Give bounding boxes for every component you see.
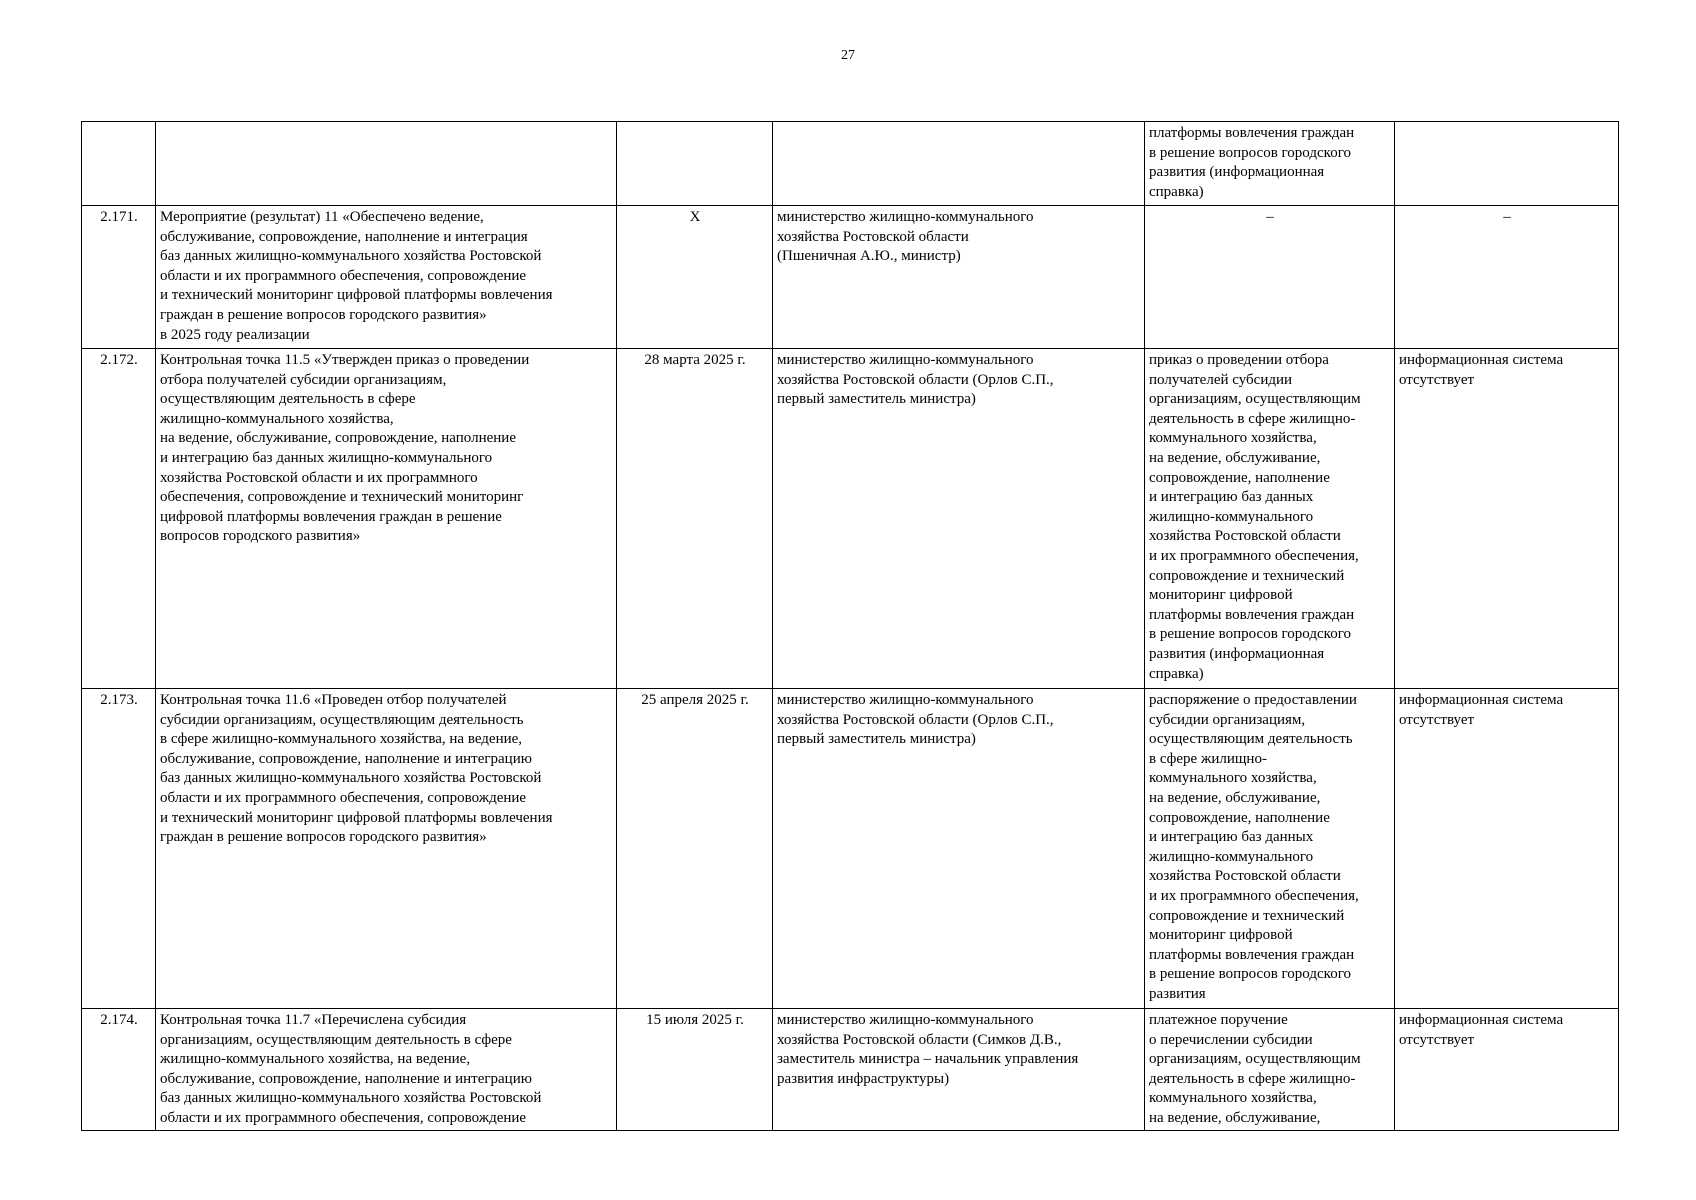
row-number: 2.171. bbox=[82, 206, 156, 349]
information-system bbox=[1395, 122, 1619, 206]
information-system: информационная система отсутствует bbox=[1395, 1009, 1619, 1131]
event-name: Контрольная точка 11.5 «Утвержден приказ о проведении отбора получателей субсидии организациям, осуществляющим деятельность в сфере жилищно-коммунального хозяйства, на ведение, обслуживание, сопровождение, наполнение и интеграцию баз данных жилищно-коммунального хозяйства Ростовской области и их программного обеспечения, сопровождение и технический мониторинг цифровой платформы вовлечения граждан в решение вопросов городского развития» bbox=[156, 349, 617, 689]
document-type: платежное поручение о перечислении субсидии организациям, осуществляющим деятельность в сфере жилищно- коммунального хозяйства, на ведение, обслуживание, bbox=[1145, 1009, 1395, 1131]
row-number: 2.174. bbox=[82, 1009, 156, 1131]
table-row bbox=[82, 122, 1619, 206]
deadline-date: Х bbox=[617, 206, 773, 349]
deadline-date: 28 марта 2025 г. bbox=[617, 349, 773, 689]
table-row bbox=[82, 206, 1619, 349]
deadline-date: 15 июля 2025 г. bbox=[617, 1009, 773, 1131]
row-number: 2.173. bbox=[82, 689, 156, 1009]
responsible-executor: министерство жилищно-коммунального хозяйства Ростовской области (Орлов С.П., первый заместитель министра) bbox=[773, 349, 1145, 689]
responsible-executor: министерство жилищно-коммунального хозяйства Ростовской области (Симков Д.В., заместитель министра – начальник управления развития инфраструктуры) bbox=[773, 1009, 1145, 1131]
table-row bbox=[82, 689, 1619, 1009]
information-system: информационная система отсутствует bbox=[1395, 689, 1619, 1009]
event-name: Мероприятие (результат) 11 «Обеспечено ведение, обслуживание, сопровождение, наполнение и интеграция баз данных жилищно-коммунального хозяйства Ростовской области и их программного обеспечения, сопровождение и технический мониторинг цифровой платформы вовлечения граждан в решение вопросов городского развития» в 2025 году реализации bbox=[156, 206, 617, 349]
row-number: 2.172. bbox=[82, 349, 156, 689]
information-system: – bbox=[1395, 206, 1619, 349]
event-name bbox=[156, 122, 617, 206]
deadline-date bbox=[617, 122, 773, 206]
document-type: приказ о проведении отбора получателей субсидии организациям, осуществляющим деятельность в сфере жилищно- коммунального хозяйства, на ведение, обслуживание, сопровождение, наполнение и интеграцию баз данных жилищно-коммунального хозяйства Ростовской области и их программного обеспечения, сопровождение и технический мониторинг цифровой платформы вовлечения граждан в решение вопросов городского развития (информационная справка) bbox=[1145, 349, 1395, 689]
responsible-executor: министерство жилищно-коммунального хозяйства Ростовской области (Орлов С.П., первый заместитель министра) bbox=[773, 689, 1145, 1009]
responsible-executor bbox=[773, 122, 1145, 206]
document-type: платформы вовлечения граждан в решение вопросов городского развития (информационная справка) bbox=[1145, 122, 1395, 206]
plan-table bbox=[81, 121, 1619, 1131]
row-number bbox=[82, 122, 156, 206]
page-number: 27 bbox=[841, 48, 855, 63]
table-row bbox=[82, 349, 1619, 689]
information-system: информационная система отсутствует bbox=[1395, 349, 1619, 689]
table-row bbox=[82, 1009, 1619, 1131]
event-name: Контрольная точка 11.7 «Перечислена субсидия организациям, осуществляющим деятельность в сфере жилищно-коммунального хозяйства, на ведение, обслуживание, сопровождение, наполнение и интеграцию баз данных жилищно-коммунального хозяйства Ростовской области и их программного обеспечения, сопровождение bbox=[156, 1009, 617, 1131]
responsible-executor: министерство жилищно-коммунального хозяйства Ростовской области (Пшеничная А.Ю., министр) bbox=[773, 206, 1145, 349]
deadline-date: 25 апреля 2025 г. bbox=[617, 689, 773, 1009]
event-name: Контрольная точка 11.6 «Проведен отбор получателей субсидии организациям, осуществляющим деятельность в сфере жилищно-коммунального хозяйства, на ведение, обслуживание, сопровождение, наполнение и интеграцию баз данных жилищно-коммунального хозяйства Ростовской области и их программного обеспечения, сопровождение и технический мониторинг цифровой платформы вовлечения граждан в решение вопросов городского развития» bbox=[156, 689, 617, 1009]
document-type: – bbox=[1145, 206, 1395, 349]
document-type: распоряжение о предоставлении субсидии организациям, осуществляющим деятельность в сфере жилищно- коммунального хозяйства, на ведение, обслуживание, сопровождение, наполнение и интеграцию баз данных жилищно-коммунального хозяйства Ростовской области и их программного обеспечения, сопровождение и технический мониторинг цифровой платформы вовлечения граждан в решение вопросов городского развития bbox=[1145, 689, 1395, 1009]
